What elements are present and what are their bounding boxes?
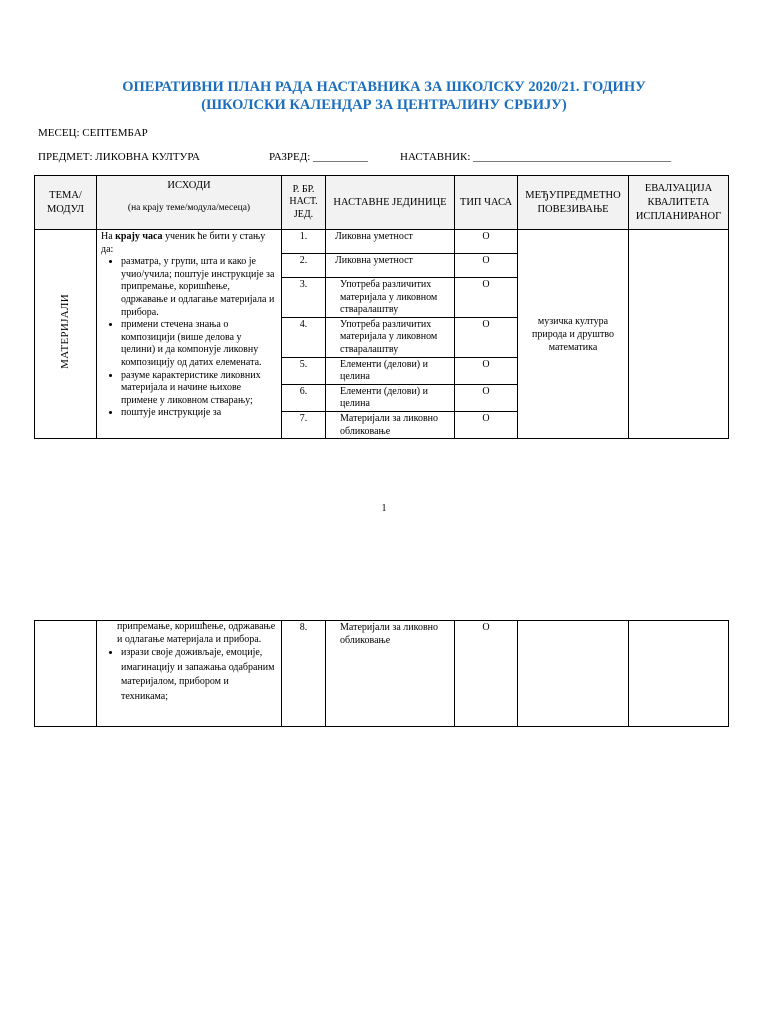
header-outcomes [97,176,282,230]
header-row [35,176,729,230]
lesson-type: О [455,230,518,254]
page-number: 1 [381,503,387,514]
header-outcomes-subtitle: (на крају теме/модула/месеца) [127,203,251,213]
lesson-name: Ликовна уметност [326,254,455,278]
lesson-name: Употреба различитих материјала у ликовном стваралаштву [326,278,455,318]
lesson-number: 5. [282,357,326,384]
topic-label: МАТЕРИЈАЛИ [59,294,72,370]
outcomes-cell [97,230,282,439]
lesson-number: 8. [282,621,326,727]
evaluation-cell [629,621,729,727]
lesson-number: 4. [282,317,326,357]
lesson-number: 7. [282,411,326,438]
outcome-item: • разматра, у групи, шта и како је учио/учила; поштује инструкције за припремање, коришћење, одржавање и одлагање материјала и прибора. [121,256,277,319]
lesson-type: О [455,384,518,411]
plan-table-continued [34,620,729,727]
teacher-field: НАСТАВНИК: ____________________________________ [400,151,672,163]
lesson-number: 3. [282,278,326,318]
month-field: МЕСЕЦ: СЕПТЕМБАР [38,127,148,139]
lesson-type: О [455,317,518,357]
lesson-type: О [455,621,518,727]
lesson-number: 6. [282,384,326,411]
header-outcomes-title: ИСХОДИ [167,180,211,191]
correlation-item: музичка култура [537,315,609,327]
outcomes-intro: На крају часа ученик ће бити у стању да: [101,231,266,255]
lesson-number: 2. [282,254,326,278]
outcomes-list [101,256,277,420]
evaluation-cell [629,230,729,439]
lesson-type: О [455,411,518,438]
header-evaluation: ЕВАЛУАЦИЈА КВАЛИТЕТА ИСПЛАНИРАНОГ [629,176,729,230]
page-subtitle: (ШКОЛСКИ КАЛЕНДАР ЗА ЦЕНТРАЛИНУ СРБИЈУ) [201,97,567,113]
subject-field: ПРЕДМЕТ: ЛИКОВНА КУЛТУРА [38,151,200,163]
outcomes-list [101,646,277,704]
page-title: ОПЕРАТИВНИ ПЛАН РАДА НАСТАВНИКА ЗА ШКОЛСКУ 2020/21. ГОДИНУ [122,79,646,95]
grade-field: РАЗРЕД: __________ [269,151,369,163]
correlation-item: математика [548,341,598,353]
correlation-cell [518,621,629,727]
lesson-row [35,230,729,254]
header-units: НАСТАВНЕ ЈЕДИНИЦЕ [326,176,455,230]
lesson-number: 1. [282,230,326,254]
lesson-type: О [455,254,518,278]
lesson-name: Материјали за ликовно обликовање [326,621,455,727]
header-lesson-type: ТИП ЧАСА [455,176,518,230]
outcomes-cell [97,621,282,727]
outcome-item: • примени стечена знања о композицији (више делова у целини) и да компонује ликовну композицију од датих елемената. [121,319,277,369]
topic-cell [35,621,97,727]
outcome-item: • поштује инструкције за [121,407,277,420]
outcome-continuation: припремање, коришћење, одржавање и одлагање материјала и прибора. [117,621,276,645]
lesson-name: Елементи (делови) и целина [326,384,455,411]
topic-cell [35,230,97,439]
correlation-cell [518,230,629,439]
header-topic: ТЕМА/ МОДУЛ [35,176,97,230]
lesson-row [35,621,729,727]
plan-table [34,175,729,439]
lesson-name: Елементи (делови) и целина [326,357,455,384]
lesson-name: Материјали за ликовно обликовање [326,411,455,438]
outcome-item: • разуме карактеристике ликовних материјала и начине њихове примене у ликовном стварању; [121,370,277,408]
lesson-name: Употреба различитих материјала у ликовном стваралаштву [326,317,455,357]
header-correlation: МЕЂУПРЕДМЕТНО ПОВЕЗИВАЊЕ [518,176,629,230]
lesson-type: О [455,357,518,384]
correlation-item: природа и друштво [532,328,614,340]
lesson-name: Ликовна уметност [326,230,455,254]
lesson-type: О [455,278,518,318]
outcome-item: • изрази своје доживљаје, емоције, имагинацију и запажања одабраним материјалом, прибором и техникама; [121,646,277,704]
header-lesson-no: Р. БР. НАСТ. ЈЕД. [282,176,326,230]
